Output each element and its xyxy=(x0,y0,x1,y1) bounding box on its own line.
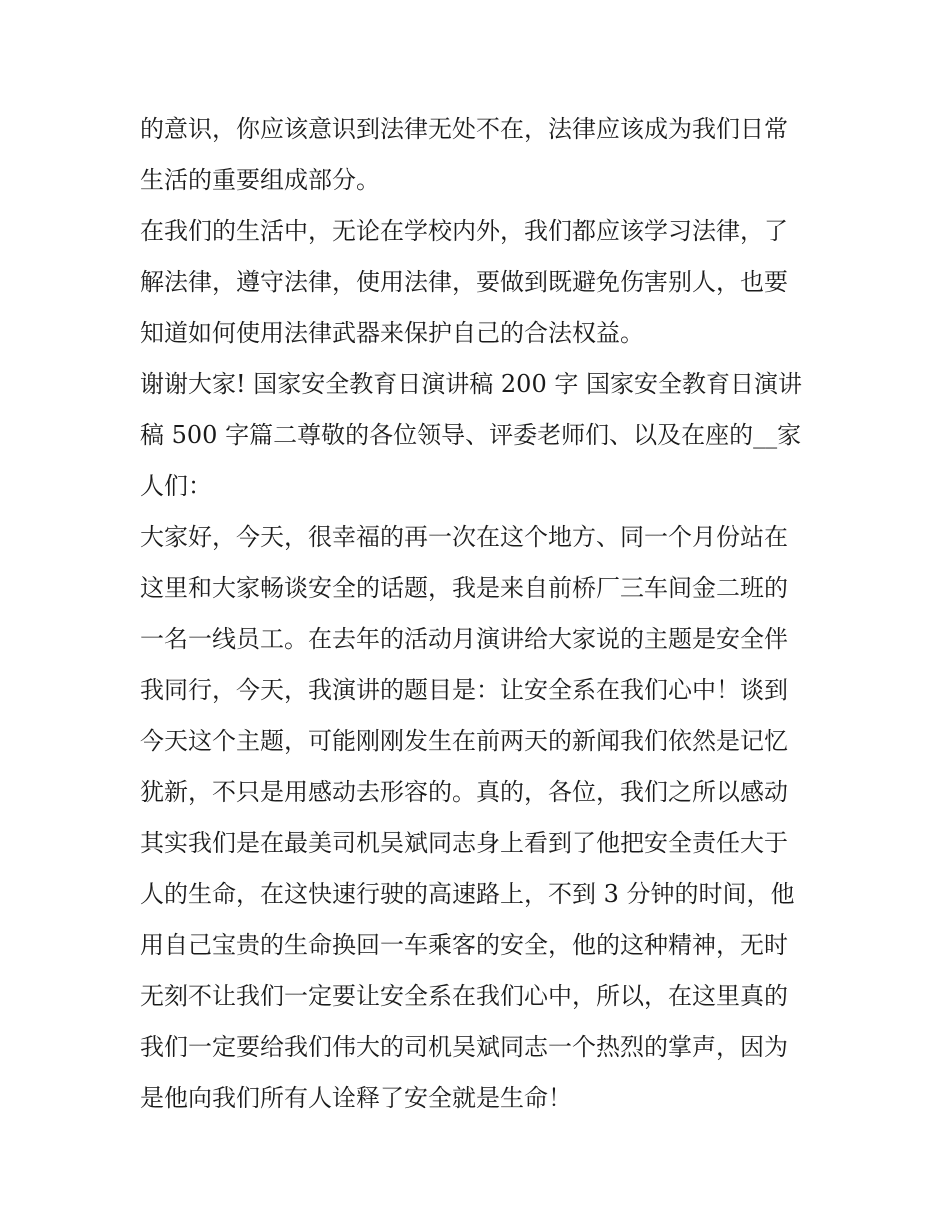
text-line-6: 谢谢大家! 国家安全教育日演讲稿 200 字 国家安全教育日演讲 xyxy=(140,370,802,398)
text-line-13: 今天这个主题，可能刚刚发生在前两天的新闻我们依然是记忆 xyxy=(140,727,788,755)
text-line-7: 稿 500 字篇二尊敬的各位领导、评委老师们、以及在座的__家 xyxy=(140,421,802,449)
text-line-14: 犹新，不只是用感动去形容的。真的，各位，我们之所以感动 xyxy=(140,778,788,806)
text-line-10: 这里和大家畅谈安全的话题，我是来自前桥厂三车间金二班的 xyxy=(140,574,788,602)
text-line-1: 的意识，你应该意识到法律无处不在，法律应该成为我们日常 xyxy=(140,115,788,143)
text-line-16: 人的生命，在这快速行驶的高速路上，不到 3 分钟的时间，他 xyxy=(140,880,795,908)
text-line-4: 解法律，遵守法律，使用法律，要做到既避免伤害别人，也要 xyxy=(140,268,788,296)
text-line-19: 我们一定要给我们伟大的司机吴斌同志一个热烈的掌声，因为 xyxy=(140,1033,788,1061)
text-line-8: 人们： xyxy=(140,472,212,500)
text-line-3: 在我们的生活中，无论在学校内外，我们都应该学习法律，了 xyxy=(140,217,788,245)
text-line-2: 生活的重要组成部分。 xyxy=(140,166,380,194)
text-line-11: 一名一线员工。在去年的活动月演讲给大家说的主题是安全伴 xyxy=(140,625,788,653)
text-line-5: 知道如何使用法律武器来保护自己的合法权益。 xyxy=(140,319,644,347)
text-line-18: 无刻不让我们一定要让安全系在我们心中，所以，在这里真的 xyxy=(140,982,788,1010)
text-line-9: 大家好，今天，很幸福的再一次在这个地方、同一个月份站在 xyxy=(140,523,788,551)
text-line-15: 其实我们是在最美司机吴斌同志身上看到了他把安全责任大于 xyxy=(140,829,788,857)
text-line-12: 我同行，今天，我演讲的题目是：让安全系在我们心中！谈到 xyxy=(140,676,788,704)
text-line-20: 是他向我们所有人诠释了安全就是生命！ xyxy=(140,1084,572,1112)
text-line-17: 用自己宝贵的生命换回一车乘客的安全，他的这种精神，无时 xyxy=(140,931,788,959)
document-body xyxy=(140,104,820,1124)
